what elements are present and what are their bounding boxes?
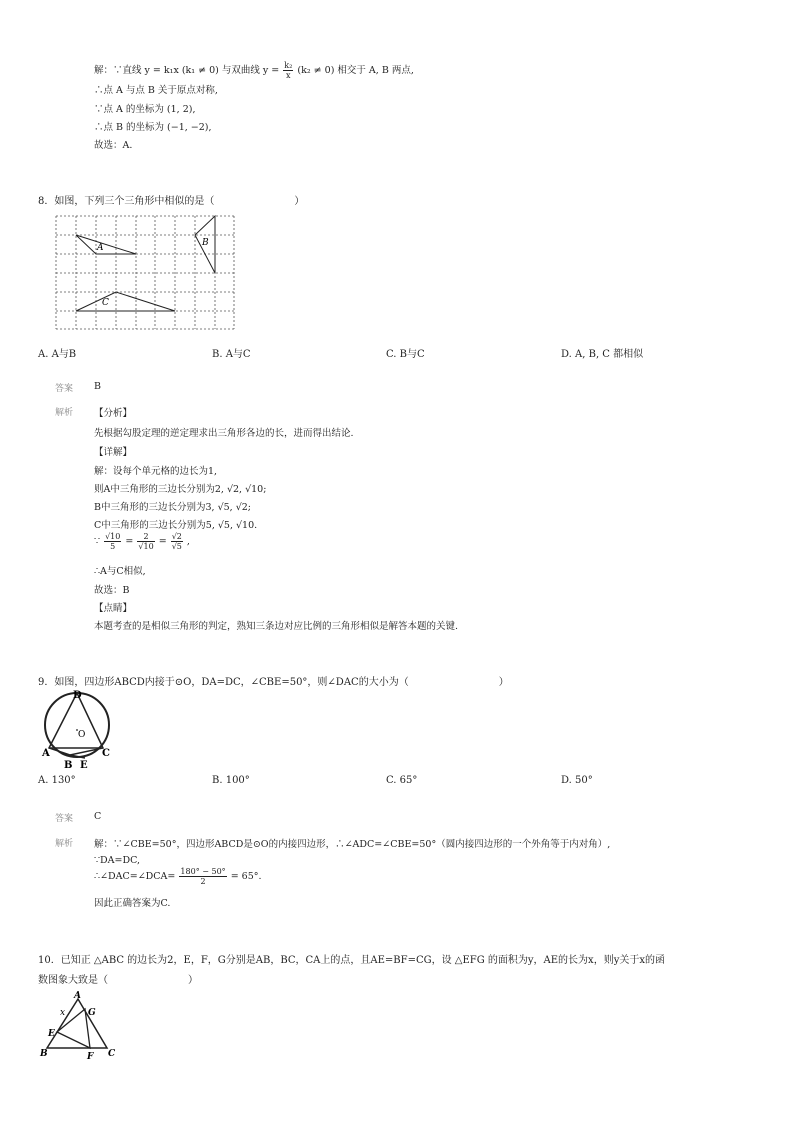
q8-label-a: A [97,243,104,253]
q8-frac-1-den: 5 [110,542,116,551]
q8-grid-lines [56,216,234,329]
q8-frac-2-num: 2 [137,532,154,542]
q9-analysis-3-post: = 65°. [230,871,262,882]
q9-label-e: E [80,760,88,771]
q8-label-b: B [202,238,209,248]
q8-label-c: C [102,298,109,308]
q8-grid-figure [55,215,237,331]
q9-answer: C [94,811,102,822]
q8-detail-6: 故选：B [94,585,130,596]
q8-frac-2-den: √10 [138,542,154,551]
q10-stem-line-1: 10．已知正 △ABC 的边长为2，E，F，G分别是AB，BC，CA上的点，且AE=BF=CG，设 △EFG 的面积为y，AE的长为x，则y关于x的函 [38,955,665,966]
q8-analysis-label: 解析 [55,408,74,418]
q8-frac-1 [104,532,121,551]
q8-answer-label: 答案 [55,384,74,394]
q10-label-e: E [48,1029,55,1039]
sol7-fraction-den: x [286,71,291,80]
q9-analysis-3 [94,867,262,886]
q9-stem: 9．如图，四边形ABCD内接于⊙O，DA=DC，∠CBE=50°，则∠DAC的大小为（ ） [38,677,509,688]
q9-fraction-den: 2 [200,877,206,886]
q8-ratio-line [94,532,190,551]
q9-analysis-1: 解：∵∠CBE=50°，四边形ABCD是⊙O的内接四边形，∴∠ADC=∠CBE=50°（圆内接四边形的一个外角等于内对角）, [94,839,611,850]
q8-option-a[interactable]: A. A与B [38,349,77,360]
q8-detail-4: C中三角形的三边长分别为5, √5, √10. [94,520,258,531]
q8-triangle-c [76,292,175,311]
q8-heading-comment: 【点睛】 [94,603,133,614]
q9-label-a: A [42,748,50,759]
sol7-line-1b: (k₂ ≠ 0) 相交于 A, B 两点, [297,65,414,76]
q8-ratio-end: , [186,536,190,547]
q8-option-d[interactable]: D. A, B, C 都相似 [561,349,644,360]
q8-comment: 本题考查的是相似三角形的判定，熟知三条边对应比例的三角形相似是解答本题的关键. [94,621,459,632]
q10-label-x: x [60,1008,66,1018]
q8-eq-1: = [125,536,134,547]
q9-fraction [179,867,226,886]
q9-fraction-num: 180° − 50° [180,867,226,876]
sol7-line-3: ∵点 A 的坐标为 (1, 2), [94,104,196,115]
q8-detail-2: 则A中三角形的三边长分别为2, √2, √10; [94,484,267,495]
q10-label-b: B [40,1049,48,1059]
q10-triangle-figure [38,988,122,1064]
q9-label-d: D [73,690,82,701]
q9-analysis-3-pre: ∴∠DAC=∠DCA= [94,871,176,882]
sol7-fraction-num: k₂ [284,61,293,70]
sol7-line-4: ∴点 B 的坐标为 (−1, −2), [94,122,212,133]
q8-frac-1-num: √10 [105,532,121,541]
q9-quadrilateral [49,693,103,755]
q9-option-d[interactable]: D. 50° [561,775,593,786]
q8-detail-5: ∴A与C相似, [94,566,146,577]
sol7-line-5: 故选：A. [94,140,133,151]
sol7-line-1a: 解：∵直线 y = k₁x (k₁ ≠ 0) 与双曲线 y = [94,65,280,76]
q9-answer-label: 答案 [55,814,74,824]
sol7-line-2: ∴点 A 与点 B 关于原点对称, [94,85,218,96]
q8-detail-3: B中三角形的三边长分别为3, √5, √2; [94,502,252,513]
q8-eq-2: = [158,536,167,547]
q9-label-c: C [102,748,110,759]
q9-option-a[interactable]: A. 130° [38,775,76,786]
q8-frac-3-num: √2 [171,532,182,541]
q10-stem-line-2: 数图象大致是（ ） [38,975,198,986]
q8-triangle-a [76,235,136,254]
q8-frac-3-den: √5 [171,542,182,551]
q8-stem: 8．如图，下列三个三角形中相似的是（ ） [38,196,305,207]
q9-label-o: O [78,730,86,740]
q9-analysis-label: 解析 [55,839,74,849]
q10-label-f: F [87,1052,94,1062]
q10-label-g: G [88,1008,96,1018]
q8-detail-1: 解：设每个单元格的边长为1, [94,466,218,477]
sol7-fraction [283,61,293,80]
q10-triangle-abc [47,999,107,1048]
sol7-line-1 [94,61,414,80]
q8-heading-analysis: 【分析】 [94,408,133,419]
q9-option-b[interactable]: B. 100° [212,775,250,786]
q8-option-b[interactable]: B. A与C [212,349,251,360]
q8-frac-2 [137,532,154,551]
q10-label-a: A [74,991,81,1001]
q9-analysis-4: 因此正确答案为C. [94,898,171,909]
q8-heading-detail: 【详解】 [94,447,133,458]
q9-analysis-2: ∵DA=DC, [94,855,141,866]
q8-frac-3 [171,532,183,551]
q8-because: ∵ [94,536,101,547]
q8-option-c[interactable]: C. B与C [386,349,425,360]
q9-label-b: B [64,760,73,771]
q8-answer: B [94,381,101,392]
q10-label-c: C [108,1049,116,1059]
q8-analysis-text: 先根据勾股定理的逆定理求出三角形各边的长，进而得出结论. [94,428,354,439]
q9-option-c[interactable]: C. 65° [386,775,418,786]
q9-circle-figure [40,688,116,770]
